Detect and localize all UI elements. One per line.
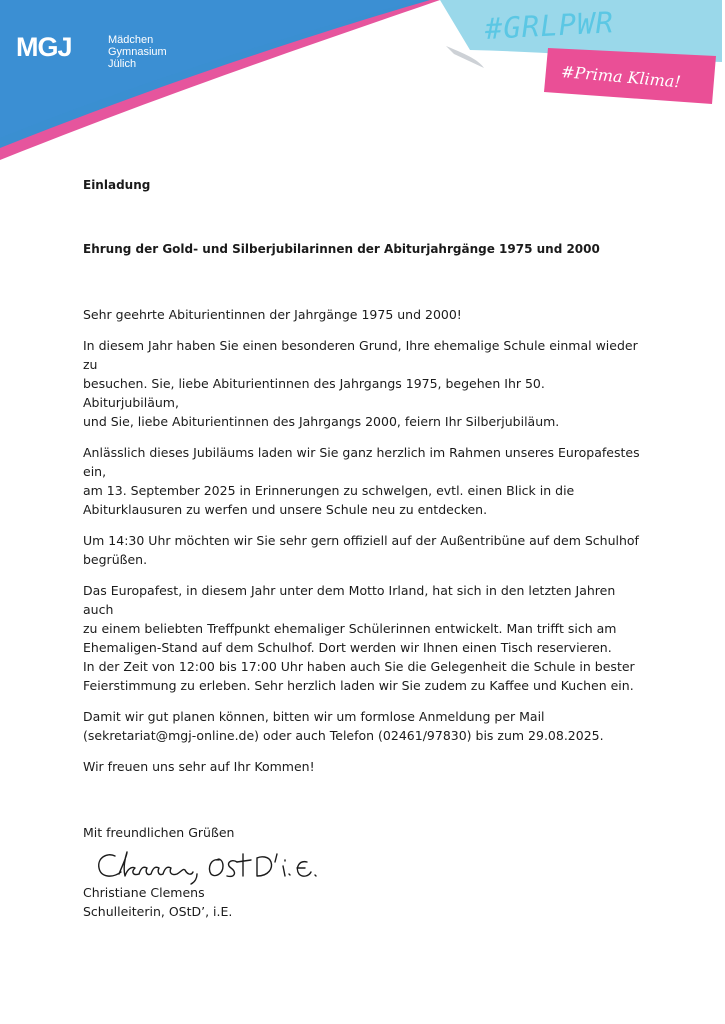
signature-stroke (237, 854, 251, 876)
paragraph-line: In der Zeit von 12:00 bis 17:00 Uhr haben auch Sie die Gelegenheit die Schule in bester (83, 659, 635, 674)
letter-body (83, 176, 643, 921)
paragraph-line: (sekretariat@mgj-online.de) oder auch Telefon (02461/97830) bis zum 29.08.2025. (83, 728, 604, 743)
signature-stroke (139, 867, 193, 874)
signature-stroke (275, 854, 277, 862)
signature-stroke (283, 860, 285, 876)
paragraph-line: In diesem Jahr haben Sie einen besonderen Grund, Ihre ehemalige Schule einmal wieder zu (83, 338, 638, 372)
signature-stroke (289, 874, 290, 875)
paragraph-line: besuchen. Sie, liebe Abiturientinnen des Jahrgangs 1975, begehen Ihr 50. Abiturjubiläum, (83, 376, 545, 410)
school-name (108, 34, 167, 70)
paragraph-anniversary (83, 336, 643, 431)
paragraph-line: Abiturklausuren zu werfen und unsere Schule neu zu entdecken. (83, 502, 488, 517)
letterhead-graphic (0, 0, 725, 180)
signature-stroke (209, 859, 223, 875)
closing-greeting: Mit freundlichen Grüßen (83, 825, 235, 840)
paragraph-line: Feierstimmung zu erleben. Sehr herzlich laden wir Sie zudem zu Kaffee und Kuchen ein. (83, 678, 634, 693)
signature-stroke (257, 857, 271, 876)
paragraph-line: am 13. September 2025 in Erinnerungen zu schwelgen, evtl. einen Blick in die (83, 483, 575, 498)
closing-wish: Wir freuen uns sehr auf Ihr Kommen! (83, 759, 315, 774)
signer-block (83, 883, 643, 921)
hashtag-prima-klima: #Prima Klima! (560, 62, 682, 92)
paragraph-registration (83, 707, 643, 745)
paragraph-line: zu einem beliebten Treffpunkt ehemaliger Schülerinnen entwickelt. Man trifft sich am (83, 621, 617, 636)
paragraph-line: Das Europafest, in diesem Jahr unter dem Motto Irland, hat sich in den letzten Jahren auch (83, 583, 616, 617)
school-name-line-2: Gymnasium (108, 46, 167, 58)
handwritten-signature (93, 846, 323, 886)
paragraph-europafest (83, 581, 643, 695)
signature-stroke (227, 861, 237, 877)
signer-name: Christiane Clemens (83, 885, 205, 900)
paragraph-line: Um 14:30 Uhr möchten wir Sie sehr gern offiziell auf der Außentribüne auf dem Schulhof (83, 533, 639, 548)
paragraph-line: und Sie, liebe Abiturientinnen des Jahrgangs 2000, feiern Ihr Silberjubiläum. (83, 414, 560, 429)
paragraph-line: begrüßen. (83, 552, 148, 567)
hashtag-grlpwr: #GRLPWR (484, 5, 615, 46)
signature-stroke (315, 875, 316, 876)
letter-subject: Ehrung der Gold- und Silberjubilarinnen der Abiturjahrgänge 1975 und 2000 (83, 242, 600, 256)
paragraph-welcome-time (83, 531, 643, 569)
paragraph-line: Anlässlich dieses Jubiläums laden wir Sie ganz herzlich im Rahmen unseres Europafestes ein, (83, 445, 640, 479)
paragraph-line: Ehemaligen-Stand auf dem Schulhof. Dort werden wir Ihnen einen Tisch reservieren. (83, 640, 612, 655)
signature-stroke (297, 862, 311, 876)
school-name-line-3: Jülich (108, 58, 137, 70)
letterhead (0, 0, 725, 180)
paragraph-invitation (83, 443, 643, 519)
signature-stroke (99, 855, 121, 876)
paragraph-line: Damit wir gut planen können, bitten wir um formlose Anmeldung per Mail (83, 709, 545, 724)
school-logo-mark: MGJ (16, 32, 72, 62)
signer-title: Schulleiterin, OStD’, i.E. (83, 904, 233, 919)
school-name-line-1: Mädchen (108, 34, 154, 46)
letter-salutation: Sehr geehrte Abiturientinnen der Jahrgänge 1975 und 2000! (83, 307, 462, 322)
letter-heading: Einladung (83, 178, 151, 192)
signature-stroke (119, 852, 139, 876)
